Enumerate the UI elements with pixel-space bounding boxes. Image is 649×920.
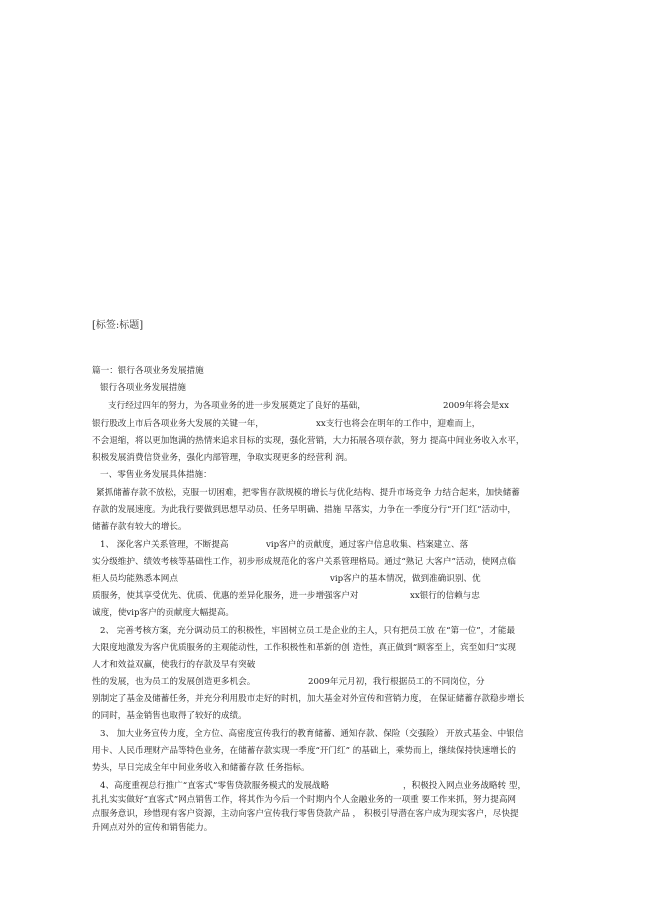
heading-1: 一、零售业务发展具体措施：	[100, 470, 212, 480]
item-2-line: 人才和效益双赢，使我行的存款及早有突破	[92, 660, 256, 670]
item-4-line: 4、高度重视总行推广“直客式”零售贷款服务模式的发展战略	[100, 781, 330, 791]
item-3-line: 势头，早日完成全年中间业务收入和储蓄存款 任务指标。	[92, 763, 310, 773]
item-4-line: 扎扎实实做好“直客式”网点销售工作，将其作为今后一个时期内个人金融业务的一项重 要工作来抓，努力提高网	[92, 795, 517, 805]
item-2-line: 性的发展，也为员工的发展创造更多机会。	[92, 677, 256, 687]
item-1-line: 质服务，使其享受优先、优质、优惠的差异化服务，进一步增强客户对	[92, 591, 359, 601]
item-2-line: 2、 完善考核方案，充分调动员工的积极性，牢固树立员工是企业的主人，只有把员工放 在“第一位”，才能最	[100, 626, 516, 636]
item-1-line: 1、 深化客户关系管理，不断提高	[100, 540, 229, 550]
item-1-line: vip客户的基本情况，做到准确识别、优	[330, 574, 481, 584]
paragraph-line: 支行经过四年的努力，为各项业务的进一步发展奠定了良好的基础，	[108, 401, 366, 411]
item-2-line: 2009年元月初，我行根据员工的不同岗位，分	[308, 677, 485, 687]
item-1-line: 柜人员均能熟悉本网点	[92, 574, 178, 584]
paragraph-line: 积极发展消费信贷业务，强化内部管理，争取实现更多的经营利 润。	[92, 453, 353, 463]
item-2-line: 大限度地激发为客户优质服务的主观能动性，工作积极性和革新的创 造性，真正做到“顾客至上，宾至如归”实现	[92, 643, 517, 653]
paragraph-line: 不会退缩，将以更加饱满的热情来追求目标的实现，强化营销，大力拓展各项存款，努力 提高中间业务收入水平，	[92, 436, 525, 446]
item-1-line: xx银行的信赖与忠	[410, 591, 480, 601]
paragraph-line: 银行股改上市后各项业务大发展的关键一年，	[92, 419, 264, 429]
paragraph-line: 紧抓储蓄存款不放松，克服一切困难，把零售存款规模的增长与优化结构、提升市场竞争 力结合起来，加快储蓄	[96, 488, 520, 498]
item-1-line: 实分级维护、绩效考核等基础性工作，初步形成规范化的客户关系管理格局。通过“熟记 大客户”活动，使网点临	[92, 557, 517, 567]
item-2-line: 别制定了基金及储蓄任务，并充分利用股市走好的时机，加大基金对外宣传和营销力度， 在保证储蓄存款稳步增长	[92, 694, 525, 704]
paragraph-line: 2009年将会是xx	[443, 401, 509, 411]
item-2-line: 的同时，基金销售也取得了较好的成绩。	[92, 711, 247, 721]
item-4-line: ，积极投入网点业务战略转 型，	[403, 781, 527, 791]
paragraph-line: xx支行也将会在明年的工作中，迎难而上，	[316, 419, 481, 429]
item-3-line: 用卡、人民币理财产品等特色业务，在储蓄存款实现一季度“开门红” 的基础上，乘势而上，继续保持快速增长的	[92, 746, 517, 756]
section-title: 篇一：银行各项业务发展措施	[92, 366, 204, 376]
paragraph-line: 储蓄存款有较大的增长。	[92, 522, 187, 532]
item-1-line: 诚度，使vip客户的贡献度大幅提高。	[92, 608, 235, 618]
paragraph-line: 存款的发展速度。为此我行要做到思想早动员、任务早明确、措施 早落实，力争在一季度分行“开门红”活动中，	[92, 505, 517, 515]
item-4-line: 点服务意识，珍惜现有客户资源，主动向客户宣传我行零售贷款产品 ， 积极引导潜在客户成为现实客户，尽快提	[92, 809, 519, 819]
item-1-line: vip客户的贡献度，通过客户信息收集、档案建立、落	[266, 540, 469, 550]
item-3-line: 3、 加大业务宣传力度，全方位、高密度宣传我行的教育储蓄、通知存款、保险（交强险） 开放式基金、中银信	[100, 729, 524, 739]
tag-label: [标签:标题]	[92, 320, 144, 331]
item-4-line: 升网点对外的宣传和销售能力。	[92, 823, 213, 833]
subtitle: 银行各项业务发展措施	[100, 383, 186, 393]
